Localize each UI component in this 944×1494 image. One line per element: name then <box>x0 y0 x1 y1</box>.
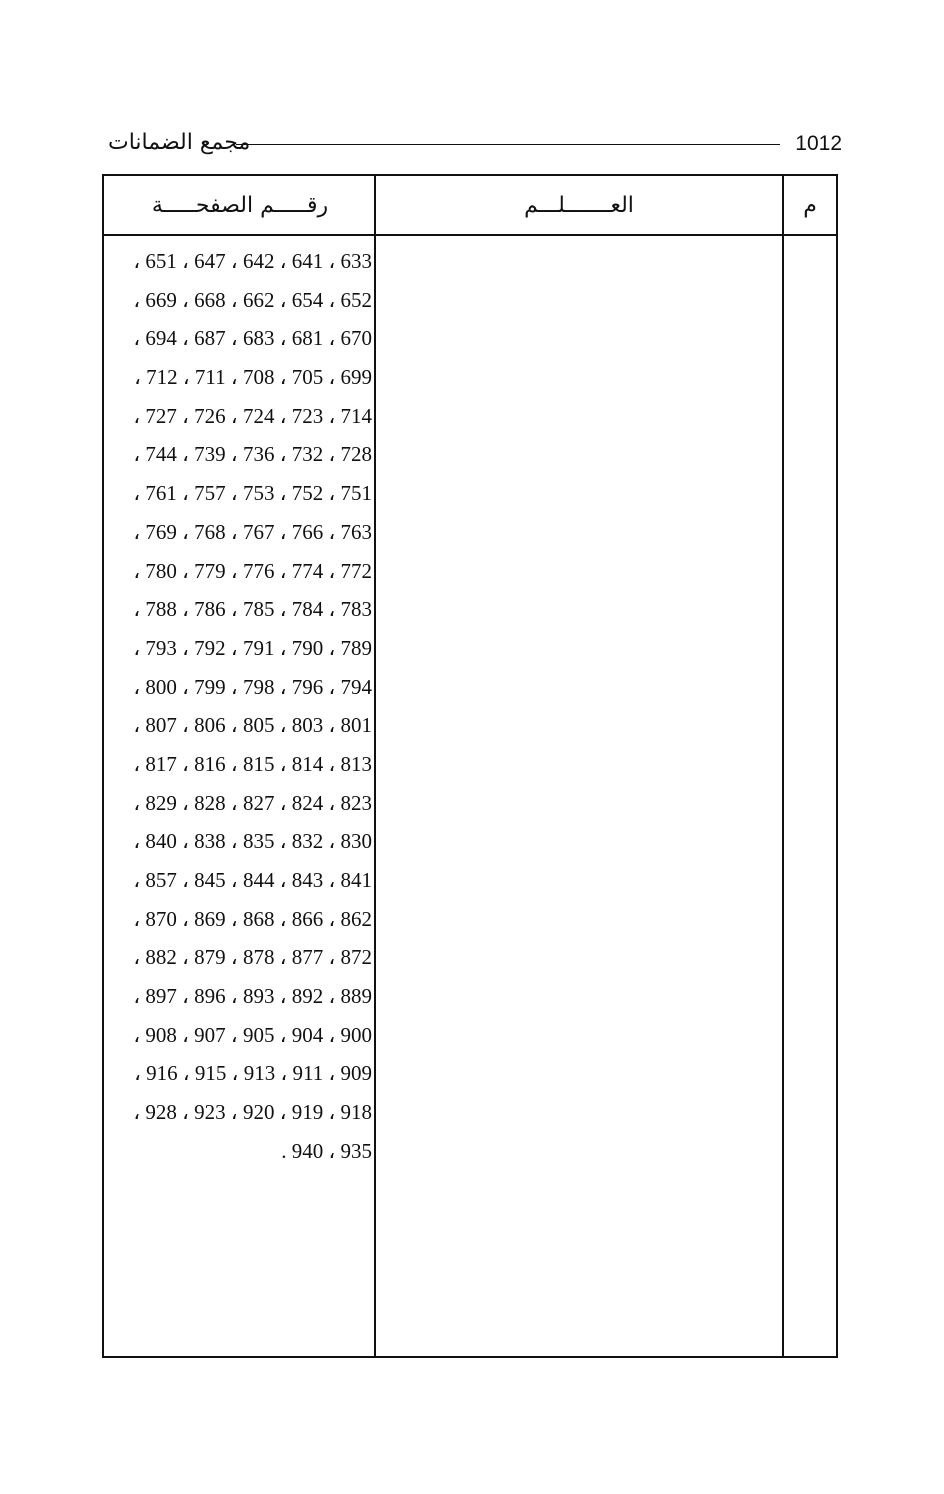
number-column-header: م <box>784 176 836 236</box>
page-header <box>108 128 842 160</box>
page-row: 728 ، 732 ، 736 ، 739 ، 744 ، <box>133 442 372 467</box>
page-row: 652 ، 654 ، 662 ، 668 ، 669 ، <box>133 287 372 312</box>
name-column-header: العـــــــلـــم <box>376 176 782 236</box>
header-rule <box>236 144 780 145</box>
page-row: 772 ، 774 ، 776 ، 779 ، 780 ، <box>133 558 372 583</box>
page-row: 699 ، 705 ، 708 ، 711 ، 712 ، <box>134 365 372 390</box>
page-row: 751 ، 752 ، 753 ، 757 ، 761 ، <box>133 481 372 506</box>
page-row: 783 ، 784 ، 785 ، 786 ، 788 ، <box>133 597 372 622</box>
page-number: 1012 <box>795 132 842 155</box>
page-row: 841 ، 843 ، 844 ، 845 ، 857 ، <box>133 868 372 892</box>
index-table <box>102 174 838 1358</box>
number-column <box>782 176 836 1356</box>
page-row: 862 ، 866 ، 868 ، 869 ، 870 ، <box>133 906 372 931</box>
page-row: 823 ، 824 ، 827 ، 828 ، 829 ، <box>133 790 372 815</box>
page-row: 714 ، 723 ، 724 ، 726 ، 727 ، <box>133 403 372 428</box>
page-row: 909 ، 911 ، 913 ، 915 ، 916 ، <box>134 1061 372 1086</box>
page-list <box>104 242 376 1171</box>
page-row: 801 ، 803 ، 805 ، 806 ، 807 ، <box>133 713 372 738</box>
book-title: مجمع الضمانات <box>108 130 251 155</box>
pages-column-header: رقـــــم الصفحـــــة <box>104 176 376 236</box>
pages-column <box>104 176 376 1356</box>
page-row: 900 ، 904 ، 905 ، 907 ، 908 ، <box>133 1022 372 1047</box>
page-row: 813 ، 814 ، 815 ، 816 ، 817 ، <box>133 751 372 776</box>
page-row: 918 ، 919 ، 920 ، 923 ، 928 ، <box>133 1100 372 1125</box>
page-row: 872 ، 877 ، 878 ، 879 ، 882 ، <box>133 945 372 970</box>
page-row: 763 ، 766 ، 767 ، 768 ، 769 ، <box>133 519 372 544</box>
page-row: 830 ، 832 ، 835 ، 838 ، 840 ، <box>133 829 372 854</box>
page-row: 889 ، 892 ، 893 ، 896 ، 897 ، <box>133 984 372 1009</box>
page-row: 935 ، 940 . <box>281 1138 372 1163</box>
page-row: 789 ، 790 ، 791 ، 792 ، 793 ، <box>133 635 372 660</box>
page-row: 794 ، 796 ، 798 ، 799 ، 800 ، <box>133 674 372 699</box>
page-row: 633 ، 641 ، 642 ، 647 ، 651 ، <box>133 249 372 273</box>
page-row: 670 ، 681 ، 683 ، 687 ، 694 ، <box>133 326 372 351</box>
name-column <box>374 176 782 1356</box>
